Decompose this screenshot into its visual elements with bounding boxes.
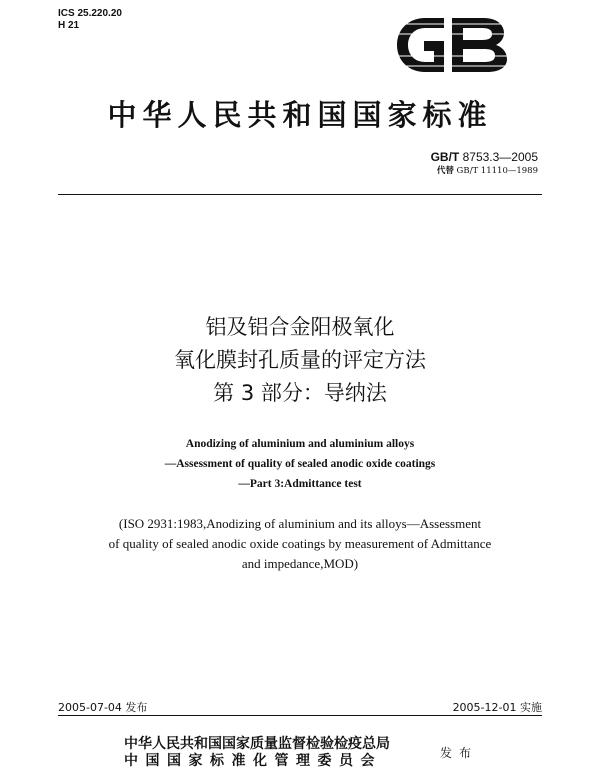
code-number: 8753.3—2005 — [462, 150, 538, 164]
iso-reference-line: and impedance,MOD) — [241, 556, 359, 571]
chinese-title-line: 氧化膜封孔质量的评定方法 — [174, 348, 426, 372]
english-title-line: Anodizing of aluminium and aluminium alloys — [185, 438, 415, 450]
issue-label: 发布 — [440, 746, 479, 760]
english-title-line: —Part 3:Admittance test — [238, 478, 362, 490]
chinese-title-line: 铝及铝合金阳极氧化 — [205, 315, 395, 339]
english-title-line: —Assessment of quality of sealed anodic oxide coatings — [164, 458, 436, 470]
replaces-code — [437, 164, 538, 176]
issuer-sac: 中国国家标准化管理委员会 — [124, 753, 382, 769]
iso-reference — [0, 514, 600, 574]
issuing-authorities — [124, 736, 390, 770]
replace-label: 代替 — [436, 166, 454, 176]
dates-row — [58, 699, 542, 715]
iso-reference-line: of quality of sealed anodic oxide coatings by measurement of Admittance — [108, 536, 492, 551]
iso-reference-line: (ISO 2931:1983,Anodizing of aluminium and its alloys—Assessment — [118, 516, 482, 531]
chinese-title-line: 第 3 部分：导纳法 — [213, 381, 387, 405]
chinese-title — [0, 311, 600, 410]
replace-value: GB/T 11110—1989 — [456, 166, 538, 176]
english-title — [0, 434, 600, 494]
implement-date: 2005-12-01 实施 — [452, 701, 542, 714]
issuer-aqsiq: 中华人民共和国国家质量监督检验检疫总局 — [124, 736, 390, 752]
gb-logo — [394, 14, 510, 76]
ics-code: ICS 25.220.20 — [58, 8, 122, 19]
publish-date: 2005-07-04 发布 — [58, 701, 148, 714]
ccs-code: H 21 — [58, 20, 80, 31]
top-divider — [58, 194, 542, 195]
bottom-divider — [58, 715, 542, 716]
standard-name: 中华人民共和国国家标准 — [107, 98, 493, 132]
classification-codes — [58, 8, 122, 32]
code-prefix: GB/T — [430, 150, 460, 164]
standard-code — [431, 150, 538, 164]
